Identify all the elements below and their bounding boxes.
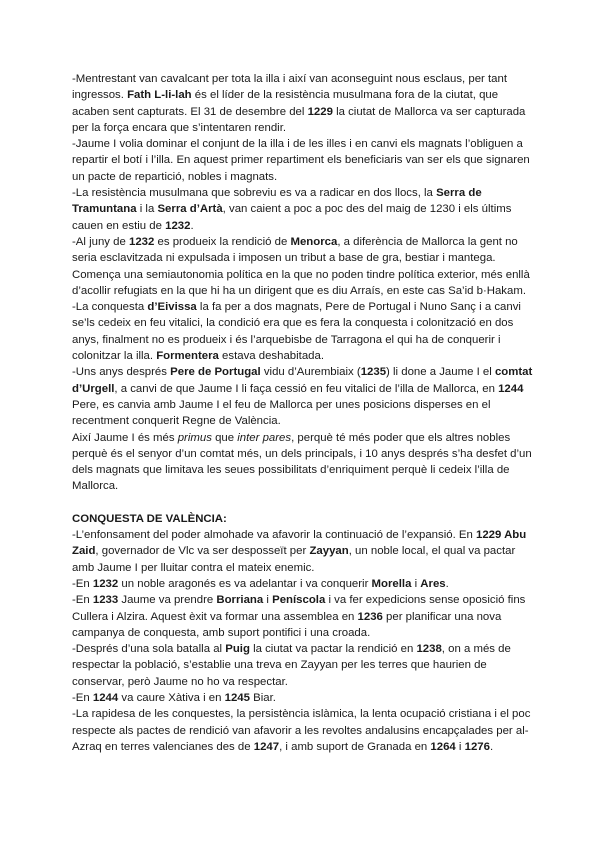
bold-text: Serra d’Artà [157,203,223,216]
text-run: que [211,431,238,444]
bold-text: 1244 [92,691,119,704]
bold-text: Menorca [290,235,338,248]
text-run: la ciutat va pactar la rendició en [249,643,417,656]
text-run: -La resistència musulmana que sobreviu es va a radicar en dos llocs, la [72,187,437,200]
valencia-section [72,527,538,755]
paragraph [72,592,538,641]
text-run: la ciutat de Mallorca va ser capturada per la força encara que s’intentaren rendir. [72,105,526,134]
bold-text: Peníscola [272,594,326,607]
document-page [72,71,538,755]
text-run: , van caient a poc a poc des del maig de 1230 i els últims cauen en estiu de [72,203,512,232]
text-run: es produeix la rendició de [154,235,291,248]
bold-text: 1233 [92,594,119,607]
bold-text: Pere de Portugal [170,366,261,379]
text-run: -La rapidesa de les conquestes, la persistència islàmica, la lenta ocupació cristiana i el poc respecte als pactes de rendició van afavorir a les revoltes andalusins encapçalades per al-Azraq en terres valencianes des de [72,708,531,753]
bold-text: 1232 [92,577,119,590]
bold-text: 1244 [498,382,524,395]
text-run: Així Jaume I és més [72,431,178,444]
text-run: -Després d’una sola batalla al [72,643,226,656]
text-run: va caure Xàtiva i en [118,691,225,704]
text-run: , a diferència de Mallorca la gent no seria esclavitzada ni expulsada i imposen un tribut a base de gra, bestiar i mantega. Comença una semiautonomia política en la que no poden tindre política exterior, més enllà d’acollir refugiats en la que hi ha un dirigent que es diu Arraís, en este cas Sa’id b·Hakam. [72,235,530,297]
text-run: i [455,740,465,753]
mallorca-section [72,71,538,495]
bold-text: 1232 [128,235,155,248]
text-run: i [263,594,273,607]
paragraph [72,185,538,234]
bold-text: 1238 [416,643,442,656]
text-run: -Mentrestant van cavalcant per tota la illa i així van aconseguint nous esclaus, per tant ingressos. [72,73,507,102]
paragraph [72,234,538,299]
text-run: i la [136,203,158,216]
text-run: -L’enfonsament del poder almohade va afavorir la continuació de l’expansió. En [72,529,476,542]
text-run: , on a més de respectar la població, s’establie una treva en Zayyan per les terres que haurien de conservar, però Jaume no ho va respectar. [72,643,511,688]
bold-text: 1264 [430,740,456,753]
paragraph [72,576,538,592]
bold-text: d’Eivissa [147,301,197,314]
bold-text: 1235 [360,366,387,379]
text-run: -La conquesta [72,301,148,314]
text-run: -Uns anys després [72,366,171,379]
text-run: -Al juny de [72,235,129,248]
text-run: Pere, es canvia amb Jaume I el feu de Mallorca per unes posicions disperses en el recentment conquerit Regne de València. [72,398,491,428]
paragraph [72,299,538,364]
bold-text: Formentera [156,350,219,363]
italic-text: inter pares [237,431,292,444]
italic-text: primus [177,431,212,444]
text-run: i va fer expedicions sense oposició fins Cullera i Alzira. Aquest èxit va formar una assemblea en [72,594,526,623]
text-run: per planificar una nova campanya de conquesta, amb suport pontifici i una croada. [72,610,502,639]
text-run: és el líder de la resistència musulmana fora de la ciutat, que acaben sent capturats. El 31 de desembre del [72,89,499,118]
bold-text: 1276 [464,740,490,753]
paragraph [72,71,538,136]
bold-text: 1245 [224,691,250,704]
paragraph [72,430,538,495]
bold-text: 1229 Abu Zaid [72,529,527,558]
text-run: . [445,577,449,590]
paragraph [72,527,538,576]
bold-text: 1232 [165,219,191,232]
text-run: estava deshabitada. [218,350,324,363]
bold-text: Fath L-li-lah [127,89,192,102]
text-run: -Jaume I volia dominar el conjunt de la illa i de les illes i en canvi els magnats l’obliguen a repartir el botí i l’illa. En aquest primer repartiment els beneficiaris van ser els que signaren un pacte de repartició, nobles i magnats. [72,138,530,183]
section-heading: CONQUESTA DE VALÈNCIA: [72,512,227,525]
text-run: Jaume va prendre [118,594,217,607]
paragraph [72,641,538,690]
paragraph [72,706,538,755]
text-run: , un noble local, el qual va pactar amb Jaume I per lluitar contra el mateix enemic. [72,545,516,574]
bold-text: comtat d’Urgell [72,366,533,395]
text-run: . [190,219,194,232]
bold-text: Puig [225,643,250,656]
text-run: -En [72,594,93,607]
text-run: , perquè té més poder que els altres nobles perquè és el senyor d’un comtat més, un dels principals, i 10 anys després s’ha desfet d’un dels magnats que limitava les seues possibilitats d’enriquiment perquè li cedeix l’illa de Mallorca. [72,431,532,493]
text-run: , i amb suport de Granada en [279,740,431,753]
bold-text: 1229 [307,105,333,118]
bold-text: Borriana [216,594,264,607]
text-run: Biar. [249,691,276,704]
text-run: ) li done a Jaume I el [386,366,495,379]
bold-text: 1236 [357,610,383,623]
paragraph [72,136,538,185]
bold-text: Zayyan [309,545,349,558]
paragraph [72,364,538,429]
text-run: i [411,577,421,590]
text-run: vidu d’Aurembiaix ( [260,366,361,379]
text-run: , governador de Vlc va ser desposseït per [95,545,310,558]
bold-text: Ares [420,577,446,590]
text-run: , a canvi de que Jaume I li faça cessió en feu vitalici de l’illa de Mallorca, en [114,382,499,395]
bold-text: 1247 [253,740,280,753]
paragraph [72,690,538,706]
text-run: -En [72,577,93,590]
text-run: un noble aragonés es va adelantar i va conquerir [118,577,372,590]
text-run: . [489,740,494,753]
text-run: -En [72,691,93,704]
bold-text: Morella [371,577,412,590]
section-gap [72,495,538,511]
text-run: la fa per a dos magnats, Pere de Portugal i Nuno Sanç i a canvi se’ls cedeix en feu vitalici, la condició era que es fera la conquesta i colonització en dos anys, finalment no es produeix i és l’arquebisbe de Tarragona el qui ha de conquerir i colonitzar la illa. [72,301,521,363]
bold-text: Serra de Tramuntana [72,187,482,216]
